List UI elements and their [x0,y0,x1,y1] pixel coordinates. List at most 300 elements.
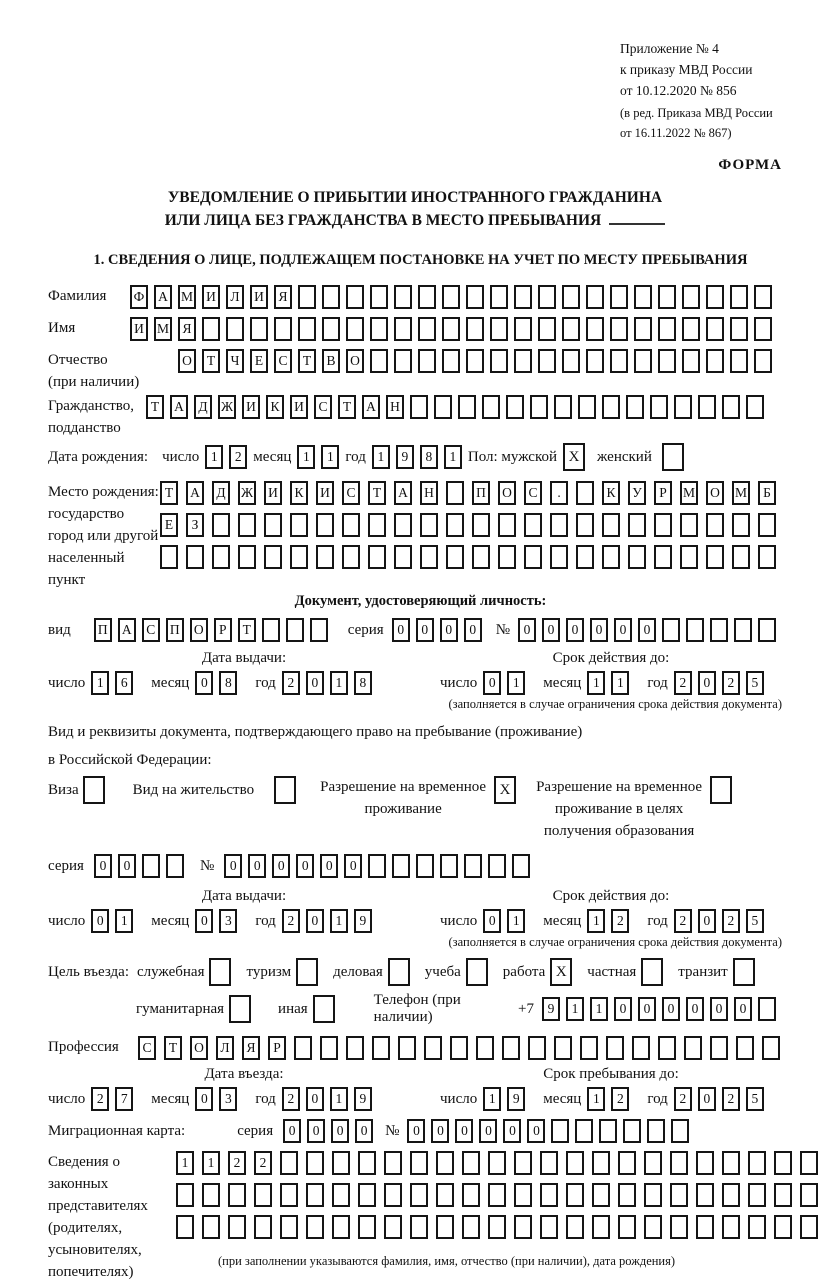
char-cell[interactable] [599,1119,617,1143]
char-cell[interactable] [490,317,508,341]
char-cell[interactable] [472,513,490,537]
char-cell[interactable] [368,854,386,878]
char-cell[interactable] [528,1036,546,1060]
char-cell[interactable] [514,285,532,309]
char-cell[interactable]: Р [268,1036,286,1060]
char-cell[interactable] [410,1215,428,1239]
char-cell[interactable] [628,513,646,537]
char-cell[interactable] [618,1215,636,1239]
char-cell[interactable] [730,317,748,341]
char-cell[interactable] [686,618,704,642]
char-cell[interactable] [680,545,698,569]
char-cell[interactable] [540,1183,558,1207]
char-cell[interactable] [654,513,672,537]
char-cell[interactable]: . [550,481,568,505]
char-cell[interactable]: 1 [115,909,133,933]
char-cell[interactable] [671,1119,689,1143]
char-cell[interactable] [674,395,692,419]
char-cell[interactable] [488,854,506,878]
char-cell[interactable]: Т [202,349,220,373]
char-cell[interactable] [458,395,476,419]
char-cell[interactable]: 9 [354,909,372,933]
char-cell[interactable] [436,1151,454,1175]
char-cell[interactable] [514,349,532,373]
char-cell[interactable] [316,545,334,569]
char-cell[interactable] [202,317,220,341]
char-cell[interactable]: Е [250,349,268,373]
char-cell[interactable]: С [524,481,542,505]
char-cell[interactable] [332,1151,350,1175]
char-cell[interactable]: 0 [331,1119,349,1143]
char-cell[interactable] [540,1151,558,1175]
char-cell[interactable]: К [290,481,308,505]
char-cell[interactable]: 1 [587,1087,605,1111]
char-cell[interactable]: 0 [355,1119,373,1143]
char-cell[interactable]: 8 [354,671,372,695]
char-cell[interactable]: 2 [254,1151,272,1175]
char-cell[interactable]: 5 [746,909,764,933]
char-cell[interactable] [606,1036,624,1060]
char-cell[interactable] [800,1215,818,1239]
char-cell[interactable]: О [178,349,196,373]
char-cell[interactable]: 2 [722,671,740,695]
char-cell[interactable] [722,1151,740,1175]
char-cell[interactable] [670,1151,688,1175]
checkbox-cell[interactable] [229,995,251,1023]
char-cell[interactable] [706,349,724,373]
char-cell[interactable] [384,1183,402,1207]
char-cell[interactable] [602,395,620,419]
char-cell[interactable]: С [138,1036,156,1060]
char-cell[interactable] [562,285,580,309]
char-cell[interactable]: М [732,481,750,505]
char-cell[interactable]: 0 [195,1087,213,1111]
char-cell[interactable]: 1 [202,1151,220,1175]
char-cell[interactable] [644,1215,662,1239]
char-cell[interactable] [623,1119,641,1143]
char-cell[interactable]: Т [238,618,256,642]
char-cell[interactable] [410,1183,428,1207]
char-cell[interactable]: 0 [483,671,501,695]
char-cell[interactable] [436,1215,454,1239]
char-cell[interactable]: И [250,285,268,309]
checkbox-cell[interactable] [733,958,755,986]
char-cell[interactable] [436,1183,454,1207]
char-cell[interactable] [316,513,334,537]
char-cell[interactable]: К [602,481,620,505]
char-cell[interactable]: 2 [282,1087,300,1111]
char-cell[interactable] [274,317,292,341]
char-cell[interactable]: 0 [590,618,608,642]
char-cell[interactable]: М [154,317,172,341]
char-cell[interactable] [450,1036,468,1060]
char-cell[interactable]: 1 [330,1087,348,1111]
char-cell[interactable]: А [362,395,380,419]
char-cell[interactable] [514,1151,532,1175]
char-cell[interactable]: 0 [431,1119,449,1143]
char-cell[interactable]: 1 [205,445,223,469]
char-cell[interactable]: И [316,481,334,505]
char-cell[interactable]: 0 [734,997,752,1021]
char-cell[interactable]: 0 [698,671,716,695]
char-cell[interactable] [368,513,386,537]
char-cell[interactable] [310,618,328,642]
char-cell[interactable]: 2 [611,909,629,933]
char-cell[interactable]: 0 [283,1119,301,1143]
char-cell[interactable]: 1 [444,445,462,469]
char-cell[interactable] [254,1183,272,1207]
char-cell[interactable] [682,349,700,373]
char-cell[interactable] [446,481,464,505]
char-cell[interactable] [176,1183,194,1207]
char-cell[interactable] [658,285,676,309]
char-cell[interactable] [618,1183,636,1207]
char-cell[interactable]: 1 [587,909,605,933]
char-cell[interactable]: 1 [483,1087,501,1111]
char-cell[interactable] [551,1119,569,1143]
char-cell[interactable]: Я [274,285,292,309]
char-cell[interactable]: 8 [219,671,237,695]
char-cell[interactable] [212,545,230,569]
char-cell[interactable]: 3 [219,1087,237,1111]
char-cell[interactable] [682,317,700,341]
char-cell[interactable] [476,1036,494,1060]
char-cell[interactable] [706,545,724,569]
char-cell[interactable] [586,349,604,373]
char-cell[interactable] [498,545,516,569]
char-cell[interactable]: 0 [307,1119,325,1143]
char-cell[interactable] [370,285,388,309]
char-cell[interactable]: 9 [354,1087,372,1111]
char-cell[interactable] [238,545,256,569]
char-cell[interactable]: Д [194,395,212,419]
char-cell[interactable]: 0 [306,909,324,933]
char-cell[interactable]: 0 [416,618,434,642]
char-cell[interactable]: Ф [130,285,148,309]
char-cell[interactable] [554,395,572,419]
char-cell[interactable] [592,1151,610,1175]
char-cell[interactable] [490,349,508,373]
char-cell[interactable] [368,545,386,569]
char-cell[interactable] [420,545,438,569]
char-cell[interactable] [514,1183,532,1207]
char-cell[interactable] [748,1151,766,1175]
char-cell[interactable] [446,545,464,569]
char-cell[interactable]: 0 [91,909,109,933]
char-cell[interactable]: 0 [503,1119,521,1143]
char-cell[interactable]: 1 [587,671,605,695]
char-cell[interactable]: Ч [226,349,244,373]
char-cell[interactable] [306,1215,324,1239]
char-cell[interactable] [320,1036,338,1060]
char-cell[interactable] [166,854,184,878]
char-cell[interactable] [358,1183,376,1207]
char-cell[interactable] [418,349,436,373]
checkbox-cell[interactable] [274,776,296,804]
char-cell[interactable]: 0 [455,1119,473,1143]
char-cell[interactable] [346,1036,364,1060]
char-cell[interactable]: 1 [507,909,525,933]
char-cell[interactable] [754,285,772,309]
char-cell[interactable]: 0 [296,854,314,878]
char-cell[interactable]: 0 [407,1119,425,1143]
char-cell[interactable] [722,1215,740,1239]
char-cell[interactable] [698,395,716,419]
char-cell[interactable] [160,545,178,569]
char-cell[interactable]: 1 [611,671,629,695]
char-cell[interactable]: 0 [710,997,728,1021]
char-cell[interactable] [566,1215,584,1239]
char-cell[interactable] [554,1036,572,1060]
char-cell[interactable] [576,481,594,505]
char-cell[interactable] [394,349,412,373]
char-cell[interactable] [424,1036,442,1060]
char-cell[interactable] [410,395,428,419]
char-cell[interactable]: 0 [94,854,112,878]
char-cell[interactable] [212,513,230,537]
char-cell[interactable]: А [186,481,204,505]
char-cell[interactable] [280,1183,298,1207]
char-cell[interactable] [254,1215,272,1239]
char-cell[interactable] [710,1036,728,1060]
char-cell[interactable] [602,545,620,569]
char-cell[interactable] [610,317,628,341]
checkbox-cell[interactable] [662,443,684,471]
char-cell[interactable] [578,395,596,419]
char-cell[interactable]: 7 [115,1087,133,1111]
checkbox-cell[interactable] [710,776,732,804]
char-cell[interactable] [632,1036,650,1060]
char-cell[interactable]: 2 [611,1087,629,1111]
char-cell[interactable]: 0 [698,909,716,933]
char-cell[interactable] [644,1151,662,1175]
char-cell[interactable] [634,317,652,341]
char-cell[interactable] [748,1183,766,1207]
char-cell[interactable] [754,349,772,373]
checkbox-cell[interactable] [466,958,488,986]
char-cell[interactable] [226,317,244,341]
char-cell[interactable] [420,513,438,537]
char-cell[interactable]: А [394,481,412,505]
char-cell[interactable] [514,1215,532,1239]
char-cell[interactable] [298,285,316,309]
char-cell[interactable] [658,317,676,341]
char-cell[interactable] [658,1036,676,1060]
char-cell[interactable] [774,1215,792,1239]
char-cell[interactable] [394,545,412,569]
char-cell[interactable] [264,545,282,569]
char-cell[interactable] [462,1183,480,1207]
char-cell[interactable]: Б [758,481,776,505]
char-cell[interactable] [290,545,308,569]
char-cell[interactable]: О [498,481,516,505]
char-cell[interactable] [538,285,556,309]
char-cell[interactable]: 0 [195,671,213,695]
char-cell[interactable] [696,1151,714,1175]
char-cell[interactable] [506,395,524,419]
char-cell[interactable] [358,1151,376,1175]
char-cell[interactable] [250,317,268,341]
char-cell[interactable]: Я [178,317,196,341]
char-cell[interactable] [472,545,490,569]
char-cell[interactable] [286,618,304,642]
checkbox-cell[interactable]: X [550,958,572,986]
char-cell[interactable]: М [680,481,698,505]
char-cell[interactable] [530,395,548,419]
char-cell[interactable]: С [342,481,360,505]
char-cell[interactable]: 0 [306,1087,324,1111]
char-cell[interactable] [280,1215,298,1239]
char-cell[interactable]: Я [242,1036,260,1060]
char-cell[interactable]: 8 [420,445,438,469]
char-cell[interactable] [346,317,364,341]
char-cell[interactable] [710,618,728,642]
char-cell[interactable] [488,1183,506,1207]
char-cell[interactable] [654,545,672,569]
char-cell[interactable] [290,513,308,537]
char-cell[interactable] [647,1119,665,1143]
char-cell[interactable]: 9 [542,997,560,1021]
char-cell[interactable] [706,317,724,341]
char-cell[interactable]: 0 [440,618,458,642]
char-cell[interactable] [264,513,282,537]
char-cell[interactable]: 2 [674,1087,692,1111]
char-cell[interactable] [566,1151,584,1175]
checkbox-cell[interactable]: X [494,776,516,804]
char-cell[interactable]: 0 [638,997,656,1021]
char-cell[interactable]: И [242,395,260,419]
char-cell[interactable] [800,1183,818,1207]
char-cell[interactable] [610,285,628,309]
char-cell[interactable] [730,349,748,373]
char-cell[interactable]: 0 [272,854,290,878]
char-cell[interactable]: 1 [590,997,608,1021]
char-cell[interactable]: 0 [698,1087,716,1111]
char-cell[interactable] [586,285,604,309]
char-cell[interactable] [442,285,460,309]
char-cell[interactable]: 0 [542,618,560,642]
char-cell[interactable]: Т [146,395,164,419]
char-cell[interactable]: Р [214,618,232,642]
char-cell[interactable] [748,1215,766,1239]
char-cell[interactable]: О [706,481,724,505]
char-cell[interactable]: 5 [746,671,764,695]
char-cell[interactable]: Т [164,1036,182,1060]
char-cell[interactable]: 2 [229,445,247,469]
char-cell[interactable] [238,513,256,537]
char-cell[interactable] [576,545,594,569]
checkbox-cell[interactable] [209,958,231,986]
char-cell[interactable] [322,317,340,341]
char-cell[interactable]: 0 [195,909,213,933]
char-cell[interactable] [754,317,772,341]
char-cell[interactable] [696,1183,714,1207]
char-cell[interactable] [540,1215,558,1239]
char-cell[interactable]: Р [654,481,672,505]
char-cell[interactable] [416,854,434,878]
char-cell[interactable]: 0 [638,618,656,642]
char-cell[interactable] [626,395,644,419]
char-cell[interactable]: П [472,481,490,505]
char-cell[interactable]: 0 [662,997,680,1021]
char-cell[interactable]: Е [160,513,178,537]
char-cell[interactable] [758,618,776,642]
char-cell[interactable]: 6 [115,671,133,695]
char-cell[interactable]: 0 [566,618,584,642]
checkbox-cell[interactable] [641,958,663,986]
char-cell[interactable] [306,1151,324,1175]
char-cell[interactable] [498,513,516,537]
char-cell[interactable]: О [190,618,208,642]
char-cell[interactable] [758,545,776,569]
char-cell[interactable] [464,854,482,878]
char-cell[interactable]: Л [216,1036,234,1060]
char-cell[interactable] [394,513,412,537]
char-cell[interactable]: 2 [674,671,692,695]
char-cell[interactable]: А [170,395,188,419]
char-cell[interactable]: 0 [392,618,410,642]
char-cell[interactable] [684,1036,702,1060]
char-cell[interactable]: 0 [518,618,536,642]
char-cell[interactable] [562,349,580,373]
char-cell[interactable] [306,1183,324,1207]
char-cell[interactable] [732,513,750,537]
char-cell[interactable]: 2 [282,671,300,695]
char-cell[interactable]: К [266,395,284,419]
char-cell[interactable]: 1 [372,445,390,469]
char-cell[interactable] [670,1183,688,1207]
char-cell[interactable] [186,545,204,569]
char-cell[interactable]: 1 [566,997,584,1021]
char-cell[interactable] [538,349,556,373]
char-cell[interactable]: Д [212,481,230,505]
char-cell[interactable] [658,349,676,373]
char-cell[interactable]: 0 [306,671,324,695]
char-cell[interactable]: 2 [282,909,300,933]
char-cell[interactable] [202,1215,220,1239]
char-cell[interactable]: 1 [321,445,339,469]
char-cell[interactable] [524,513,542,537]
char-cell[interactable] [566,1183,584,1207]
char-cell[interactable] [462,1215,480,1239]
char-cell[interactable]: 0 [527,1119,545,1143]
char-cell[interactable] [202,1183,220,1207]
char-cell[interactable] [294,1036,312,1060]
char-cell[interactable] [462,1151,480,1175]
char-cell[interactable] [358,1215,376,1239]
char-cell[interactable]: 0 [320,854,338,878]
char-cell[interactable] [372,1036,390,1060]
char-cell[interactable]: 3 [219,909,237,933]
char-cell[interactable] [538,317,556,341]
char-cell[interactable] [762,1036,780,1060]
char-cell[interactable] [650,395,668,419]
char-cell[interactable]: О [346,349,364,373]
char-cell[interactable] [482,395,500,419]
char-cell[interactable] [346,285,364,309]
char-cell[interactable]: Ж [238,481,256,505]
char-cell[interactable]: 0 [614,618,632,642]
char-cell[interactable] [332,1215,350,1239]
char-cell[interactable] [758,997,776,1021]
char-cell[interactable] [418,285,436,309]
char-cell[interactable] [774,1183,792,1207]
char-cell[interactable] [734,618,752,642]
char-cell[interactable] [502,1036,520,1060]
char-cell[interactable]: С [142,618,160,642]
char-cell[interactable] [682,285,700,309]
checkbox-cell[interactable]: X [563,443,585,471]
